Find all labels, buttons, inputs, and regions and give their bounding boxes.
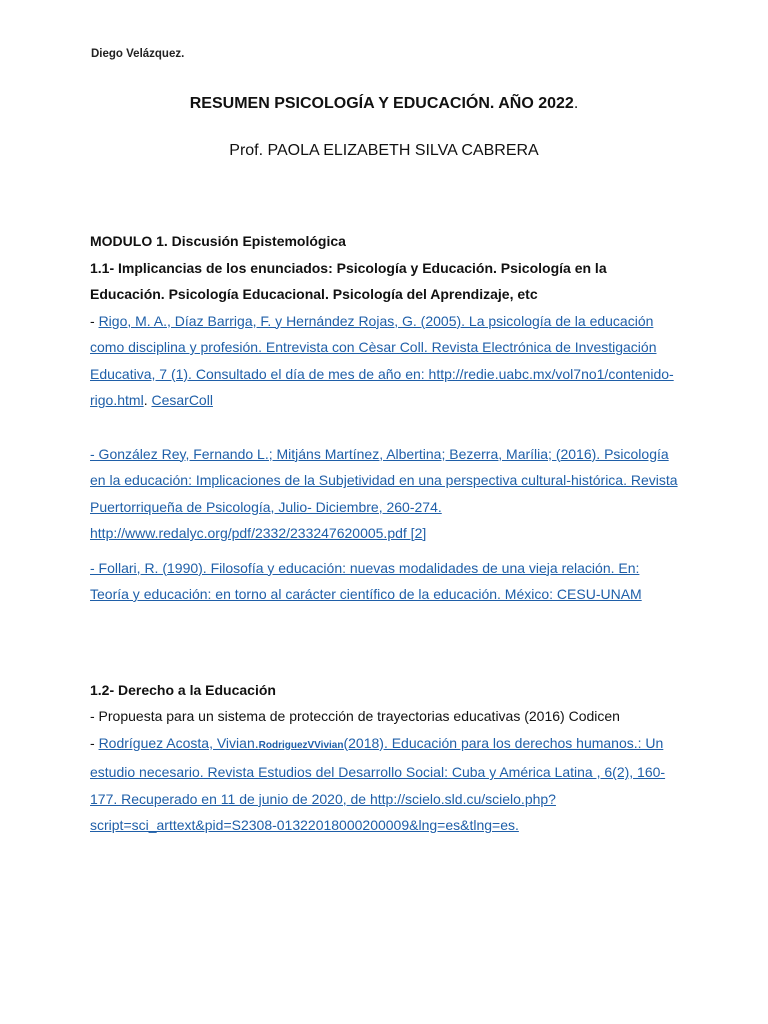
spacer <box>90 547 680 555</box>
section-1-2-heading: 1.2- Derecho a la Educación <box>90 681 276 698</box>
module-heading: MODULO 1. Discusión Epistemológica <box>90 233 346 249</box>
spacer <box>90 414 680 441</box>
spacer <box>90 608 680 677</box>
reference-separator: . <box>143 392 152 408</box>
reference-gonzalez <box>90 441 680 547</box>
professor-line: Prof. PAOLA ELIZABETH SILVA CABRERA <box>229 142 539 159</box>
reference-rodriguez-link[interactable]: (2018). Educación para los derechos humanos.: Un estudio necesario. Revista Estudios del Desarrollo Social: Cuba y América Latina , 6(2), 160-177. Recuperado en 11 de junio de 2020, de http://scielo.sld.cu/scielo.php?script=sci_arttext&pid=S2308-01322018000200009&lng=es&tlng=es. <box>90 734 666 833</box>
reference-gonzalez-link[interactable]: - González Rey, Fernando L.; Mitjáns Martínez, Albertina; Bezerra, Marília; (2016). Psicología en la educación: Implicaciones de la Subjetividad en una perspectiva cultural-histórica. Revista Puertorriqueña de Psicología, Julio- Diciembre, 260-274. http://www.redalyc.org/pdf/2332/233247620005.pdf [2] <box>90 445 678 541</box>
reference-rigo-link[interactable]: Rigo, M. A., Díaz Barriga, F. y Hernández Rojas, G. (2005). La psicología de la educación como disciplina y profesión. Entrevista con Cèsar Coll. Revista Electrónica de Investigación Educativa, 7 (1). Consultado el día de mes de año en: http://redie.uabc.mx/vol7no1/contenido-rigo.html <box>90 312 674 408</box>
section-1-1-heading: 1.1- Implicancias de los enunciados: Psicología y Educación. Psicología en la Educación. Psicología Educacional. Psicología del Aprendizaje, etc <box>90 259 607 302</box>
document-body <box>90 228 680 839</box>
author-name: Diego Velázquez. <box>91 48 185 60</box>
reference-dash: - <box>90 734 99 751</box>
cesarcoll-link[interactable]: CesarColl <box>151 392 213 408</box>
title-text: RESUMEN PSICOLOGÍA Y EDUCACIÓN. AÑO 2022 <box>189 95 574 112</box>
reference-dash: - <box>90 312 99 329</box>
reference-follari-link[interactable]: - Follari, R. (1990). Filosofía y educación: nuevas modalidades de una vieja relación. En: Teoría y educación: en torno al carácter científico de la educación. México: CESU-UNAM <box>90 559 642 602</box>
title-dot: . <box>573 95 579 112</box>
reference-follari <box>90 555 680 608</box>
document-title <box>0 95 768 113</box>
propuesta-item: - Propuesta para un sistema de protección de trayectorias educativas (2016) Codicen <box>90 708 620 724</box>
reference-rodriguez <box>90 730 680 839</box>
reference-rodriguez-link-author[interactable]: Rodríguez Acosta, Vivian. <box>98 734 259 751</box>
rodriguez-bookmark-link[interactable]: RodriguezVVivian <box>258 739 344 751</box>
reference-rigo <box>90 308 680 414</box>
